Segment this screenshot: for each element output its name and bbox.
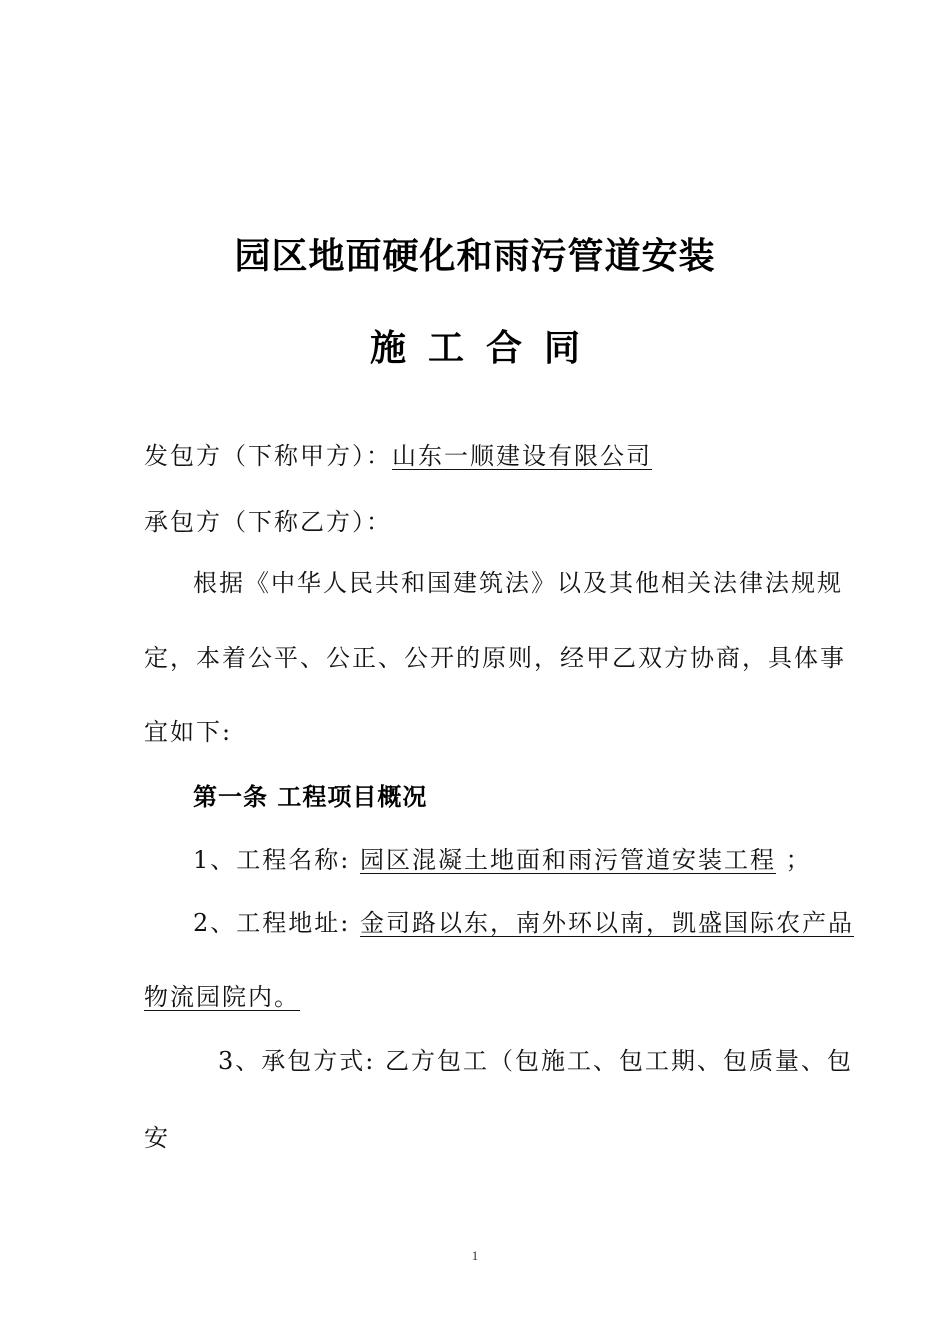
item2-value-line2: 物流园院内。 [144, 983, 300, 1011]
item1-value: 园区混凝土地面和雨污管道安装工程 [359, 846, 776, 874]
party-b-line [144, 505, 392, 539]
item2-label: 2、工程地址: [193, 909, 360, 937]
article1-heading: 第一条 工程项目概况 [193, 783, 428, 811]
item3-line-1: 3、承包方式: 乙方包工（包施工、包工期、包质量、包 [218, 1047, 853, 1075]
item3-line-2: 安 [144, 1124, 170, 1152]
party-b-label: 承包方（下称乙方）： [144, 508, 392, 536]
party-a-name: 山东一顺建设有限公司 [392, 442, 652, 470]
party-a-line [144, 439, 652, 473]
item1-label: 1、工程名称: [193, 846, 360, 874]
item1-suffix: ； [775, 846, 812, 874]
item2-continuation [144, 980, 300, 1014]
intro-line-2: 定，本着公平、公正、公开的原则，经甲乙双方协商，具体事 [144, 644, 846, 672]
page-number: 1 [471, 1248, 479, 1263]
item2-value-line1: 金司路以东，南外环以南，凯盛国际农产品 [359, 909, 854, 937]
contract-title-line2: 施工合同 [369, 328, 602, 369]
contract-title-line1: 园区地面硬化和雨污管道安装 [234, 236, 716, 277]
party-a-label: 发包方（下称甲方）： [144, 442, 392, 470]
intro-line-1: 根据《中华人民共和国建筑法》以及其他相关法律法规规 [193, 569, 843, 597]
item2-line [193, 906, 854, 940]
item1-line [193, 843, 812, 877]
intro-line-3: 宜如下: [144, 718, 233, 746]
